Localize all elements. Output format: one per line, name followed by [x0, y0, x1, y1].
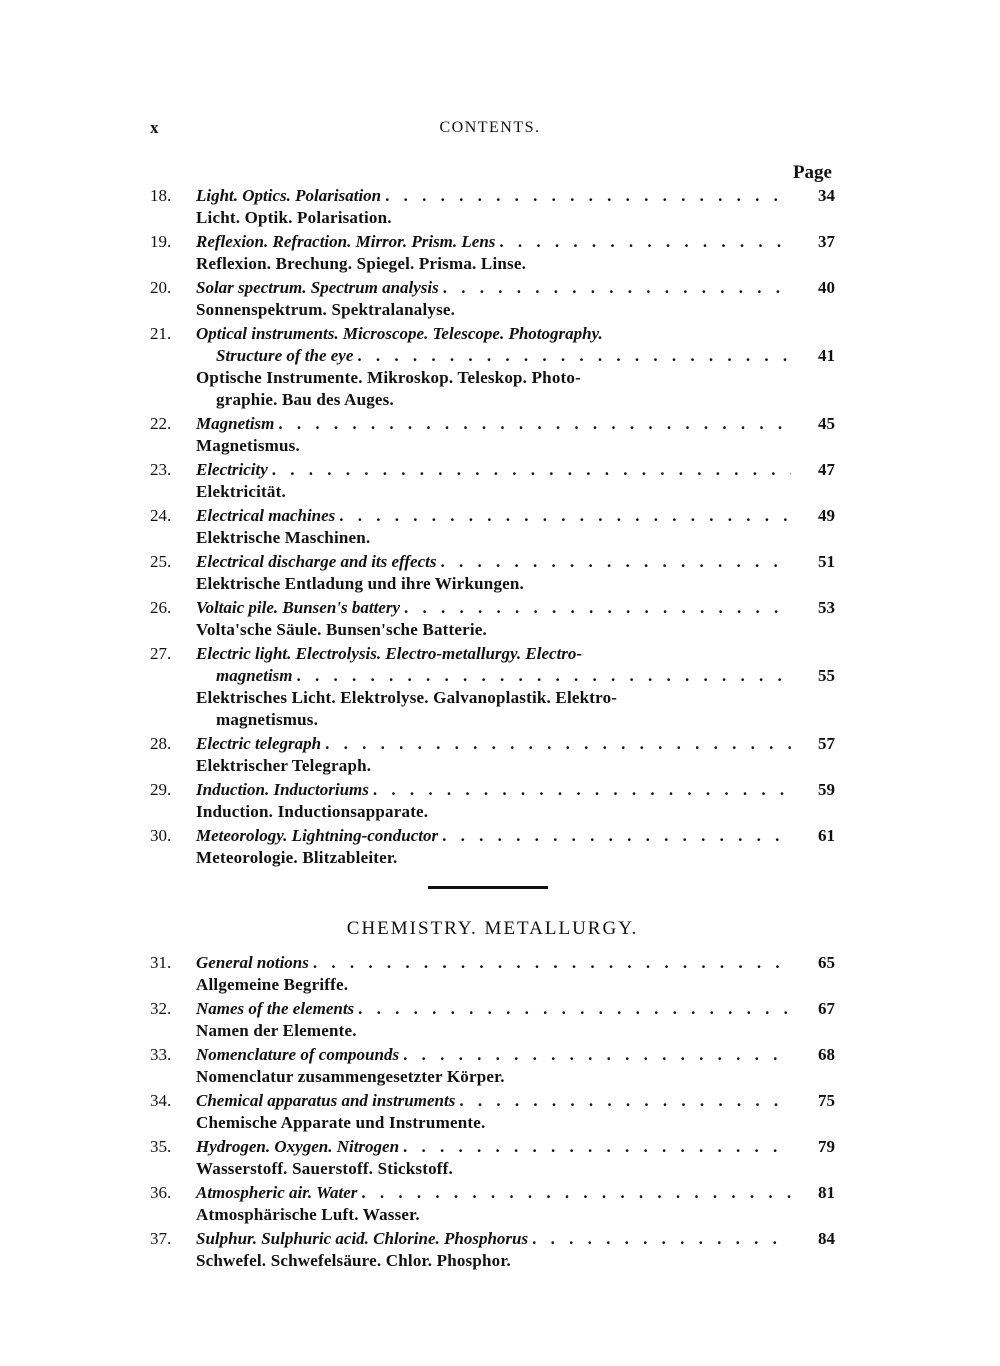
dot-leader	[357, 345, 791, 367]
entry-page-number: 61	[818, 826, 835, 845]
contents-entry	[150, 231, 835, 275]
entry-german-title: Elektricität.	[196, 482, 286, 501]
entry-english-title: Light. Optics. Polarisation	[196, 186, 382, 205]
entry-page-number: 53	[818, 598, 835, 617]
entry-page-number: 45	[818, 414, 835, 433]
entry-number: 27.	[150, 644, 172, 663]
dot-leader	[532, 1228, 791, 1250]
dot-leader	[385, 185, 791, 207]
contents-entry	[150, 1136, 835, 1180]
entry-german-title: Elektrischer Telegraph.	[196, 756, 372, 775]
entry-english-title-line	[196, 643, 835, 665]
contents-entry	[150, 998, 835, 1042]
entry-english-title-line	[196, 1090, 835, 1112]
entry-german-title: Reflexion. Brechung. Spiegel. Prisma. Linse.	[196, 254, 527, 273]
entry-german-title: Sonnenspektrum. Spektralanalyse.	[196, 300, 456, 319]
entry-english-title-part: Optical instruments. Microscope. Telescope. Photography.	[196, 324, 603, 343]
entry-english-title-line	[196, 505, 835, 527]
entry-english-title: Electrical machines	[196, 506, 336, 525]
entry-page-number: 84	[818, 1229, 835, 1248]
page-column-label: Page	[792, 162, 832, 183]
entry-english-title: General notions	[196, 953, 309, 972]
entry-german-title: Induction. Inductionsapparate.	[196, 802, 429, 821]
entry-german-title: Chemische Apparate und Instrumente.	[196, 1113, 486, 1132]
entry-page-number: 37	[818, 232, 835, 251]
dot-leader	[297, 665, 791, 687]
contents-entry	[150, 643, 835, 731]
entry-page-number: 81	[818, 1183, 835, 1202]
entry-english-title-line	[196, 733, 835, 755]
entry-number: 19.	[150, 232, 172, 251]
entry-page-number: 65	[818, 953, 835, 972]
entry-page-number: 51	[818, 552, 835, 571]
contents-entry	[150, 413, 835, 457]
entry-english-title: Meteorology. Lightning-conductor	[196, 826, 439, 845]
entry-german-title: Wasserstoff. Sauerstoff. Stickstoff.	[196, 1159, 453, 1178]
entry-german-title-part: Elektrisches Licht. Elektrolyse. Galvanoplastik. Elektro-	[196, 688, 618, 707]
entry-german-title: magnetismus.	[216, 710, 319, 729]
entry-english-title: Electricity	[196, 460, 268, 479]
entry-english-title-line	[196, 459, 835, 481]
entry-english-title-line	[196, 231, 835, 253]
entry-english-title: Magnetism	[196, 414, 275, 433]
dot-leader	[443, 277, 791, 299]
entry-english-title-line	[196, 998, 835, 1020]
entry-page-number: 57	[818, 734, 835, 753]
entry-number: 34.	[150, 1091, 172, 1110]
entry-number: 21.	[150, 324, 172, 343]
contents-list-chemistry	[150, 952, 835, 1274]
entry-english-title-line	[196, 323, 835, 345]
entry-german-title: Elektrische Maschinen.	[196, 528, 371, 547]
entry-english-title: Names of the elements	[196, 999, 355, 1018]
entry-english-title-line	[196, 1228, 835, 1250]
entry-german-title-part: Optische Instrumente. Mikroskop. Teleskop. Photo-	[196, 368, 581, 387]
entry-page-number: 34	[818, 186, 835, 205]
entry-page-number: 47	[818, 460, 835, 479]
contents-entry	[150, 505, 835, 549]
dot-leader	[403, 1044, 791, 1066]
contents-entry	[150, 1182, 835, 1226]
entry-number: 37.	[150, 1229, 172, 1248]
entry-number: 24.	[150, 506, 172, 525]
contents-list-physics	[150, 185, 835, 871]
entry-english-title: Hydrogen. Oxygen. Nitrogen	[196, 1137, 400, 1156]
entry-page-number: 75	[818, 1091, 835, 1110]
entry-german-title: Magnetismus.	[196, 436, 300, 455]
entry-english-title-line	[196, 779, 835, 801]
entry-number: 28.	[150, 734, 172, 753]
entry-english-title: Atmospheric air. Water	[196, 1183, 358, 1202]
section-title: CHEMISTRY. METALLURGY.	[346, 918, 639, 939]
entry-german-title: graphie. Bau des Auges.	[216, 390, 394, 409]
entry-german-title: Meteorologie. Blitzableiter.	[196, 848, 398, 867]
entry-number: 30.	[150, 826, 172, 845]
entry-german-title: Nomenclatur zusammengesetzter Körper.	[196, 1067, 505, 1086]
entry-german-title: Namen der Elemente.	[196, 1021, 357, 1040]
entry-page-number: 67	[818, 999, 835, 1018]
entry-english-title-line	[196, 551, 835, 573]
entry-page-number: 49	[818, 506, 835, 525]
entry-number: 26.	[150, 598, 172, 617]
dot-leader	[339, 505, 791, 527]
entry-english-title: Voltaic pile. Bunsen's battery	[196, 598, 401, 617]
contents-entry	[150, 1090, 835, 1134]
entry-page-number: 41	[818, 346, 835, 365]
dot-leader	[272, 459, 791, 481]
dot-leader	[325, 733, 791, 755]
entry-english-title: Solar spectrum. Spectrum analysis	[196, 278, 439, 297]
entry-number: 18.	[150, 186, 172, 205]
entry-english-title-line	[196, 952, 835, 974]
contents-entry	[150, 825, 835, 869]
contents-entry	[150, 185, 835, 229]
entry-page-number: 40	[818, 278, 835, 297]
entry-number: 25.	[150, 552, 172, 571]
entry-german-title: Atmosphärische Luft. Wasser.	[196, 1205, 420, 1224]
dot-leader	[313, 952, 791, 974]
section-divider	[428, 886, 548, 889]
entry-english-title: Electrical discharge and its effects	[196, 552, 437, 571]
entry-english-title-line	[216, 345, 835, 367]
dot-leader	[361, 1182, 791, 1204]
running-title: CONTENTS.	[439, 119, 541, 136]
contents-entry	[150, 551, 835, 595]
entry-german-title: Allgemeine Begriffe.	[196, 975, 349, 994]
dot-leader	[441, 551, 792, 573]
dot-leader	[499, 231, 791, 253]
entry-english-title: Induction. Inductoriums	[196, 780, 369, 799]
dot-leader	[278, 413, 791, 435]
contents-entry	[150, 277, 835, 321]
entry-number: 33.	[150, 1045, 172, 1064]
entry-number: 23.	[150, 460, 172, 479]
dot-leader	[404, 597, 791, 619]
entry-english-title-line	[196, 277, 835, 299]
entry-number: 35.	[150, 1137, 172, 1156]
contents-entry	[150, 1044, 835, 1088]
entry-english-title-line	[216, 665, 835, 687]
entry-number: 20.	[150, 278, 172, 297]
entry-english-title: Reflexion. Refraction. Mirror. Prism. Lens	[196, 232, 496, 251]
entry-number: 32.	[150, 999, 172, 1018]
entry-number: 31.	[150, 953, 172, 972]
entry-number: 36.	[150, 1183, 172, 1202]
entry-english-title-line	[196, 413, 835, 435]
entry-german-title: Schwefel. Schwefelsäure. Chlor. Phosphor.	[196, 1251, 512, 1270]
entry-english-title-line	[196, 185, 835, 207]
entry-english-title: Nomenclature of compounds	[196, 1045, 400, 1064]
entry-number: 29.	[150, 780, 172, 799]
entry-english-title-line	[196, 597, 835, 619]
entry-english-title: Electric telegraph	[196, 734, 322, 753]
entry-english-title-line	[196, 1182, 835, 1204]
contents-entry	[150, 323, 835, 411]
entry-english-title-part: Electric light. Electrolysis. Electro-metallurgy. Electro-	[196, 644, 583, 663]
dot-leader	[373, 779, 791, 801]
entry-number: 22.	[150, 414, 172, 433]
entry-english-title: Structure of the eye	[216, 346, 354, 365]
entry-english-title-line	[196, 1044, 835, 1066]
contents-entry	[150, 459, 835, 503]
entry-page-number: 59	[818, 780, 835, 799]
dot-leader	[442, 825, 791, 847]
entry-page-number: 55	[818, 666, 835, 685]
entry-page-number: 68	[818, 1045, 835, 1064]
contents-entry	[150, 779, 835, 823]
entry-english-title: magnetism	[216, 666, 293, 685]
entry-english-title-line	[196, 825, 835, 847]
entry-english-title: Chemical apparatus and instruments	[196, 1091, 456, 1110]
contents-entry	[150, 1228, 835, 1272]
entry-german-title: Volta'sche Säule. Bunsen'sche Batterie.	[196, 620, 487, 639]
contents-entry	[150, 597, 835, 641]
entry-english-title: Sulphur. Sulphuric acid. Chlorine. Phosphorus	[196, 1229, 529, 1248]
entry-german-title: Elektrische Entladung und ihre Wirkungen.	[196, 574, 524, 593]
dot-leader	[403, 1136, 791, 1158]
contents-entry	[150, 952, 835, 996]
dot-leader	[459, 1090, 791, 1112]
contents-entry	[150, 733, 835, 777]
page-header	[150, 118, 830, 144]
entry-english-title-line	[196, 1136, 835, 1158]
entry-german-title: Licht. Optik. Polarisation.	[196, 208, 392, 227]
folio-number: x	[150, 118, 159, 137]
entry-page-number: 79	[818, 1137, 835, 1156]
dot-leader	[358, 998, 791, 1020]
